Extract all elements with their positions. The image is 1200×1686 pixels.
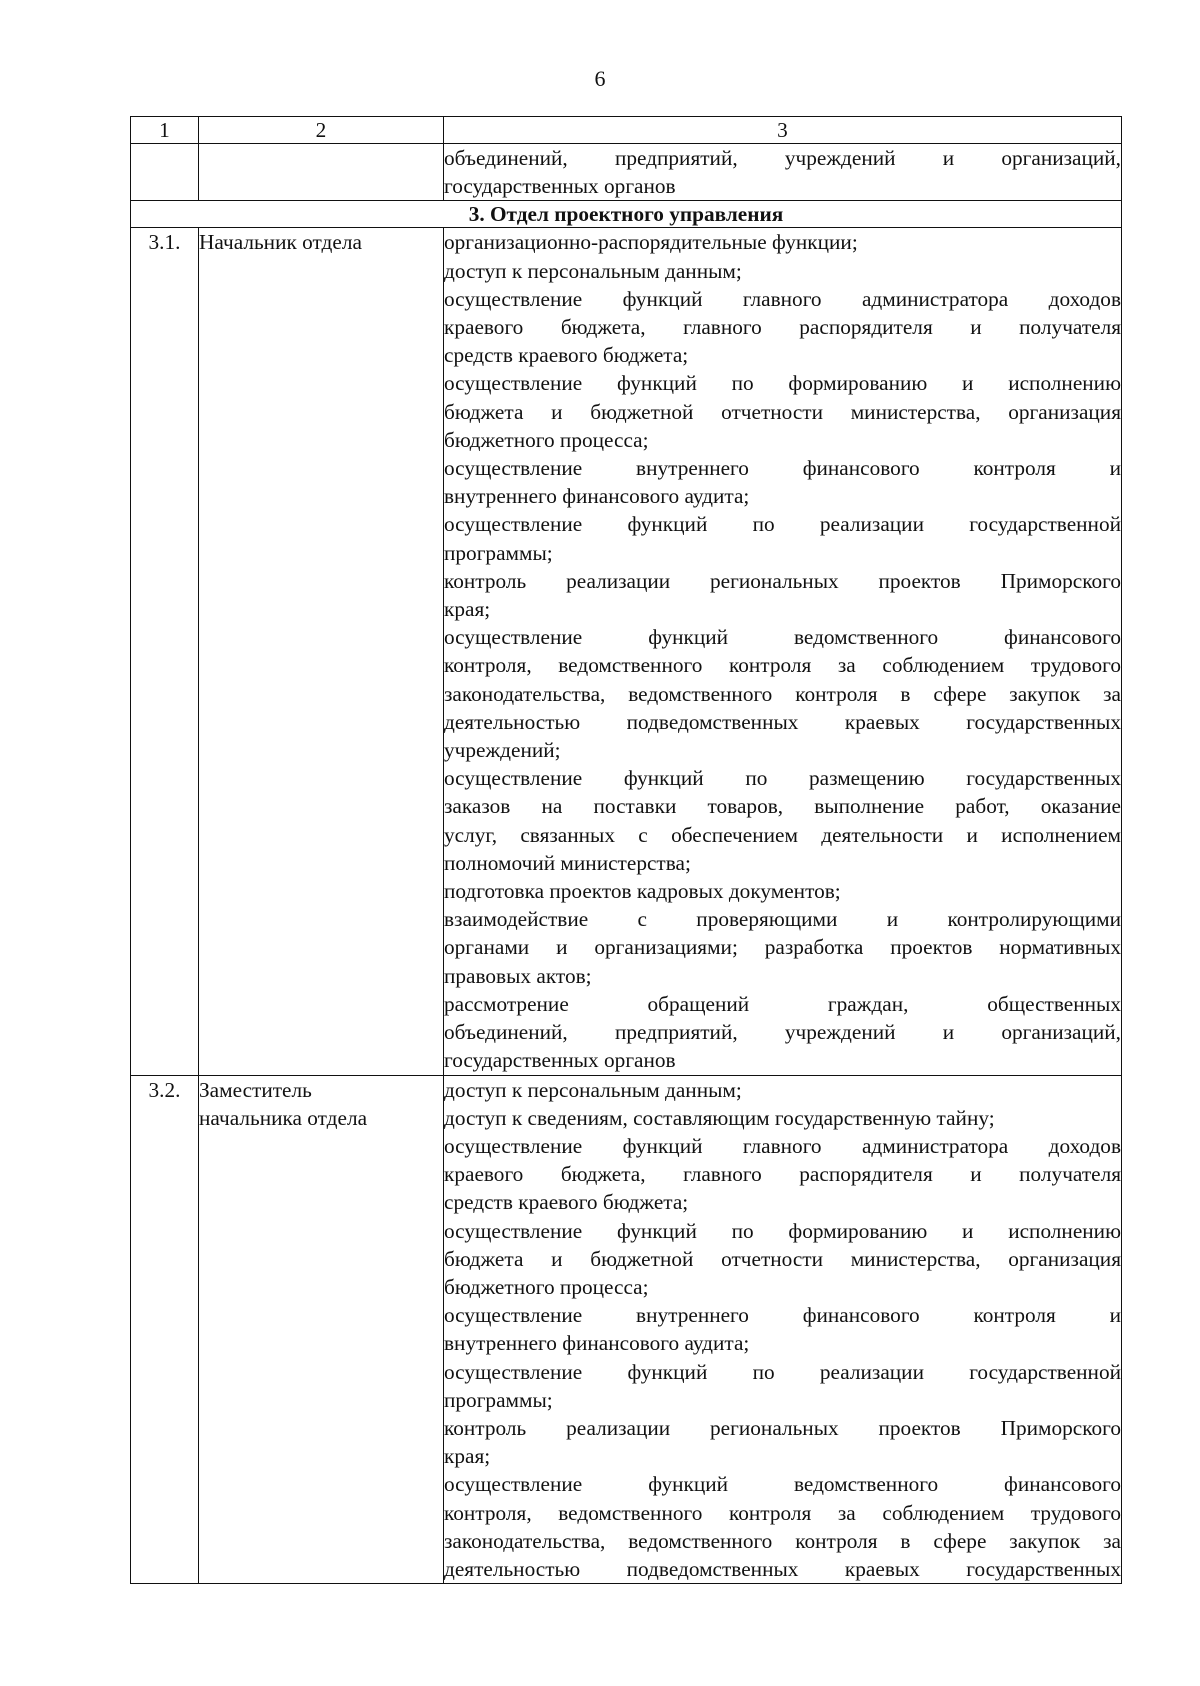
- duty-text-line: осуществление функций по реализации государственной: [444, 1359, 1121, 1384]
- duty-text-line: бюджетного процесса;: [444, 1274, 649, 1299]
- table-row: [131, 228, 1122, 1075]
- duty-text-line: краевого бюджета, главного распорядителя и получателя: [444, 1162, 1121, 1187]
- duties-table: [130, 116, 1122, 1584]
- table-header-row: [131, 117, 1122, 144]
- table-row: [131, 1075, 1122, 1584]
- duty-text-line: доступ к персональным данным;: [444, 1077, 742, 1102]
- duty-text-line: средств краевого бюджета;: [444, 343, 689, 368]
- position-title-line: Заместитель: [199, 1077, 312, 1102]
- duty-text-line: заказов на поставки товаров, выполнение работ, оказание: [444, 794, 1121, 819]
- duty-text-line: осуществление функций по формированию и исполнению: [444, 371, 1121, 396]
- duties-cell: [444, 1075, 1122, 1584]
- header-col-1: 1: [131, 117, 199, 144]
- duty-text-line: осуществление функций по размещению государственных: [444, 766, 1121, 791]
- header-col-2: 2: [199, 117, 444, 144]
- page-number: 6: [594, 66, 606, 91]
- duty-text-line: осуществление функций по реализации государственной: [444, 512, 1121, 537]
- duty-text-line: осуществление внутреннего финансового контроля и: [444, 1303, 1121, 1328]
- position-title-line: Начальник отдела: [199, 230, 362, 255]
- duty-text-line: осуществление функций главного администратора доходов: [444, 1133, 1121, 1158]
- duty-text-line: подготовка проектов кадровых документов;: [444, 879, 841, 904]
- duty-text-line: края;: [444, 597, 491, 622]
- duty-text-line: осуществление функций главного администратора доходов: [444, 286, 1121, 311]
- duty-text-line: объединений, предприятий, учреждений и организаций,: [444, 1020, 1121, 1045]
- duty-text-line: осуществление функций ведомственного финансового: [444, 625, 1121, 650]
- duty-text-line: контроль реализации региональных проектов Приморского: [444, 568, 1121, 593]
- continuation-num-cell: [131, 144, 199, 201]
- duty-text-line: рассмотрение обращений граждан, общественных: [444, 991, 1121, 1016]
- duty-text-line: контроля, ведомственного контроля за соблюдением трудового: [444, 653, 1121, 678]
- duty-text-line: организационно-распорядительные функции;: [444, 230, 858, 255]
- row-number: 3.2.: [131, 1075, 199, 1584]
- duty-text-line: правовых актов;: [444, 963, 592, 988]
- position-title: [199, 228, 444, 1075]
- duty-text-line: доступ к сведениям, составляющим государственную тайну;: [444, 1105, 995, 1130]
- duty-text-line: края;: [444, 1444, 491, 1469]
- duty-text-line: взаимодействие с проверяющими и контролирующими: [444, 907, 1121, 932]
- duty-text-line: полномочий министерства;: [444, 850, 691, 875]
- duty-text-line: законодательства, ведомственного контроля в сфере закупок за: [444, 681, 1121, 706]
- section-title: 3. Отдел проектного управления: [131, 201, 1122, 228]
- duty-text-line: контроля, ведомственного контроля за соблюдением трудового: [444, 1500, 1121, 1525]
- duty-text-line: внутреннего финансового аудита;: [444, 1331, 750, 1356]
- duty-text-line: услуг, связанных с обеспечением деятельности и исполнением: [444, 822, 1121, 847]
- duty-text-line: объединений, предприятий, учреждений и организаций,: [444, 146, 1121, 170]
- duty-text-line: контроль реализации региональных проектов Приморского: [444, 1415, 1121, 1440]
- position-title: [199, 1075, 444, 1584]
- duty-text-line: деятельностью подведомственных краевых государственных: [444, 709, 1121, 734]
- duties-cell: [444, 228, 1122, 1075]
- duty-text-line: осуществление функций по формированию и исполнению: [444, 1218, 1121, 1243]
- duty-text-line: бюджетного процесса;: [444, 427, 649, 452]
- duty-text-line: государственных органов: [444, 174, 676, 199]
- section-row: [131, 201, 1122, 228]
- duty-text-line: бюджета и бюджетной отчетности министерства, организация: [444, 1246, 1121, 1271]
- header-col-3: 3: [444, 117, 1122, 144]
- duty-text-line: бюджета и бюджетной отчетности министерства, организация: [444, 399, 1121, 424]
- duty-text-line: государственных органов: [444, 1048, 676, 1073]
- continuation-duties-cell: [444, 144, 1122, 201]
- duty-text-line: органами и организациями; разработка проектов нормативных: [444, 935, 1121, 960]
- duty-text-line: средств краевого бюджета;: [444, 1190, 689, 1215]
- continuation-position-cell: [199, 144, 444, 201]
- duty-text-line: краевого бюджета, главного распорядителя и получателя: [444, 315, 1121, 340]
- duty-text-line: программы;: [444, 1387, 553, 1412]
- duty-text-line: доступ к персональным данным;: [444, 258, 742, 283]
- duty-text-line: внутреннего финансового аудита;: [444, 484, 750, 509]
- duty-text-line: деятельностью подведомственных краевых государственных: [444, 1556, 1121, 1581]
- duty-text-line: осуществление функций ведомственного финансового: [444, 1472, 1121, 1497]
- position-title-line: начальника отдела: [199, 1105, 368, 1130]
- duty-text-line: учреждений;: [444, 738, 561, 763]
- duty-text-line: законодательства, ведомственного контроля в сфере закупок за: [444, 1528, 1121, 1553]
- duty-text-line: программы;: [444, 540, 553, 565]
- duty-text-line: осуществление внутреннего финансового контроля и: [444, 456, 1121, 481]
- row-number: 3.1.: [131, 228, 199, 1075]
- continuation-row: [131, 144, 1122, 201]
